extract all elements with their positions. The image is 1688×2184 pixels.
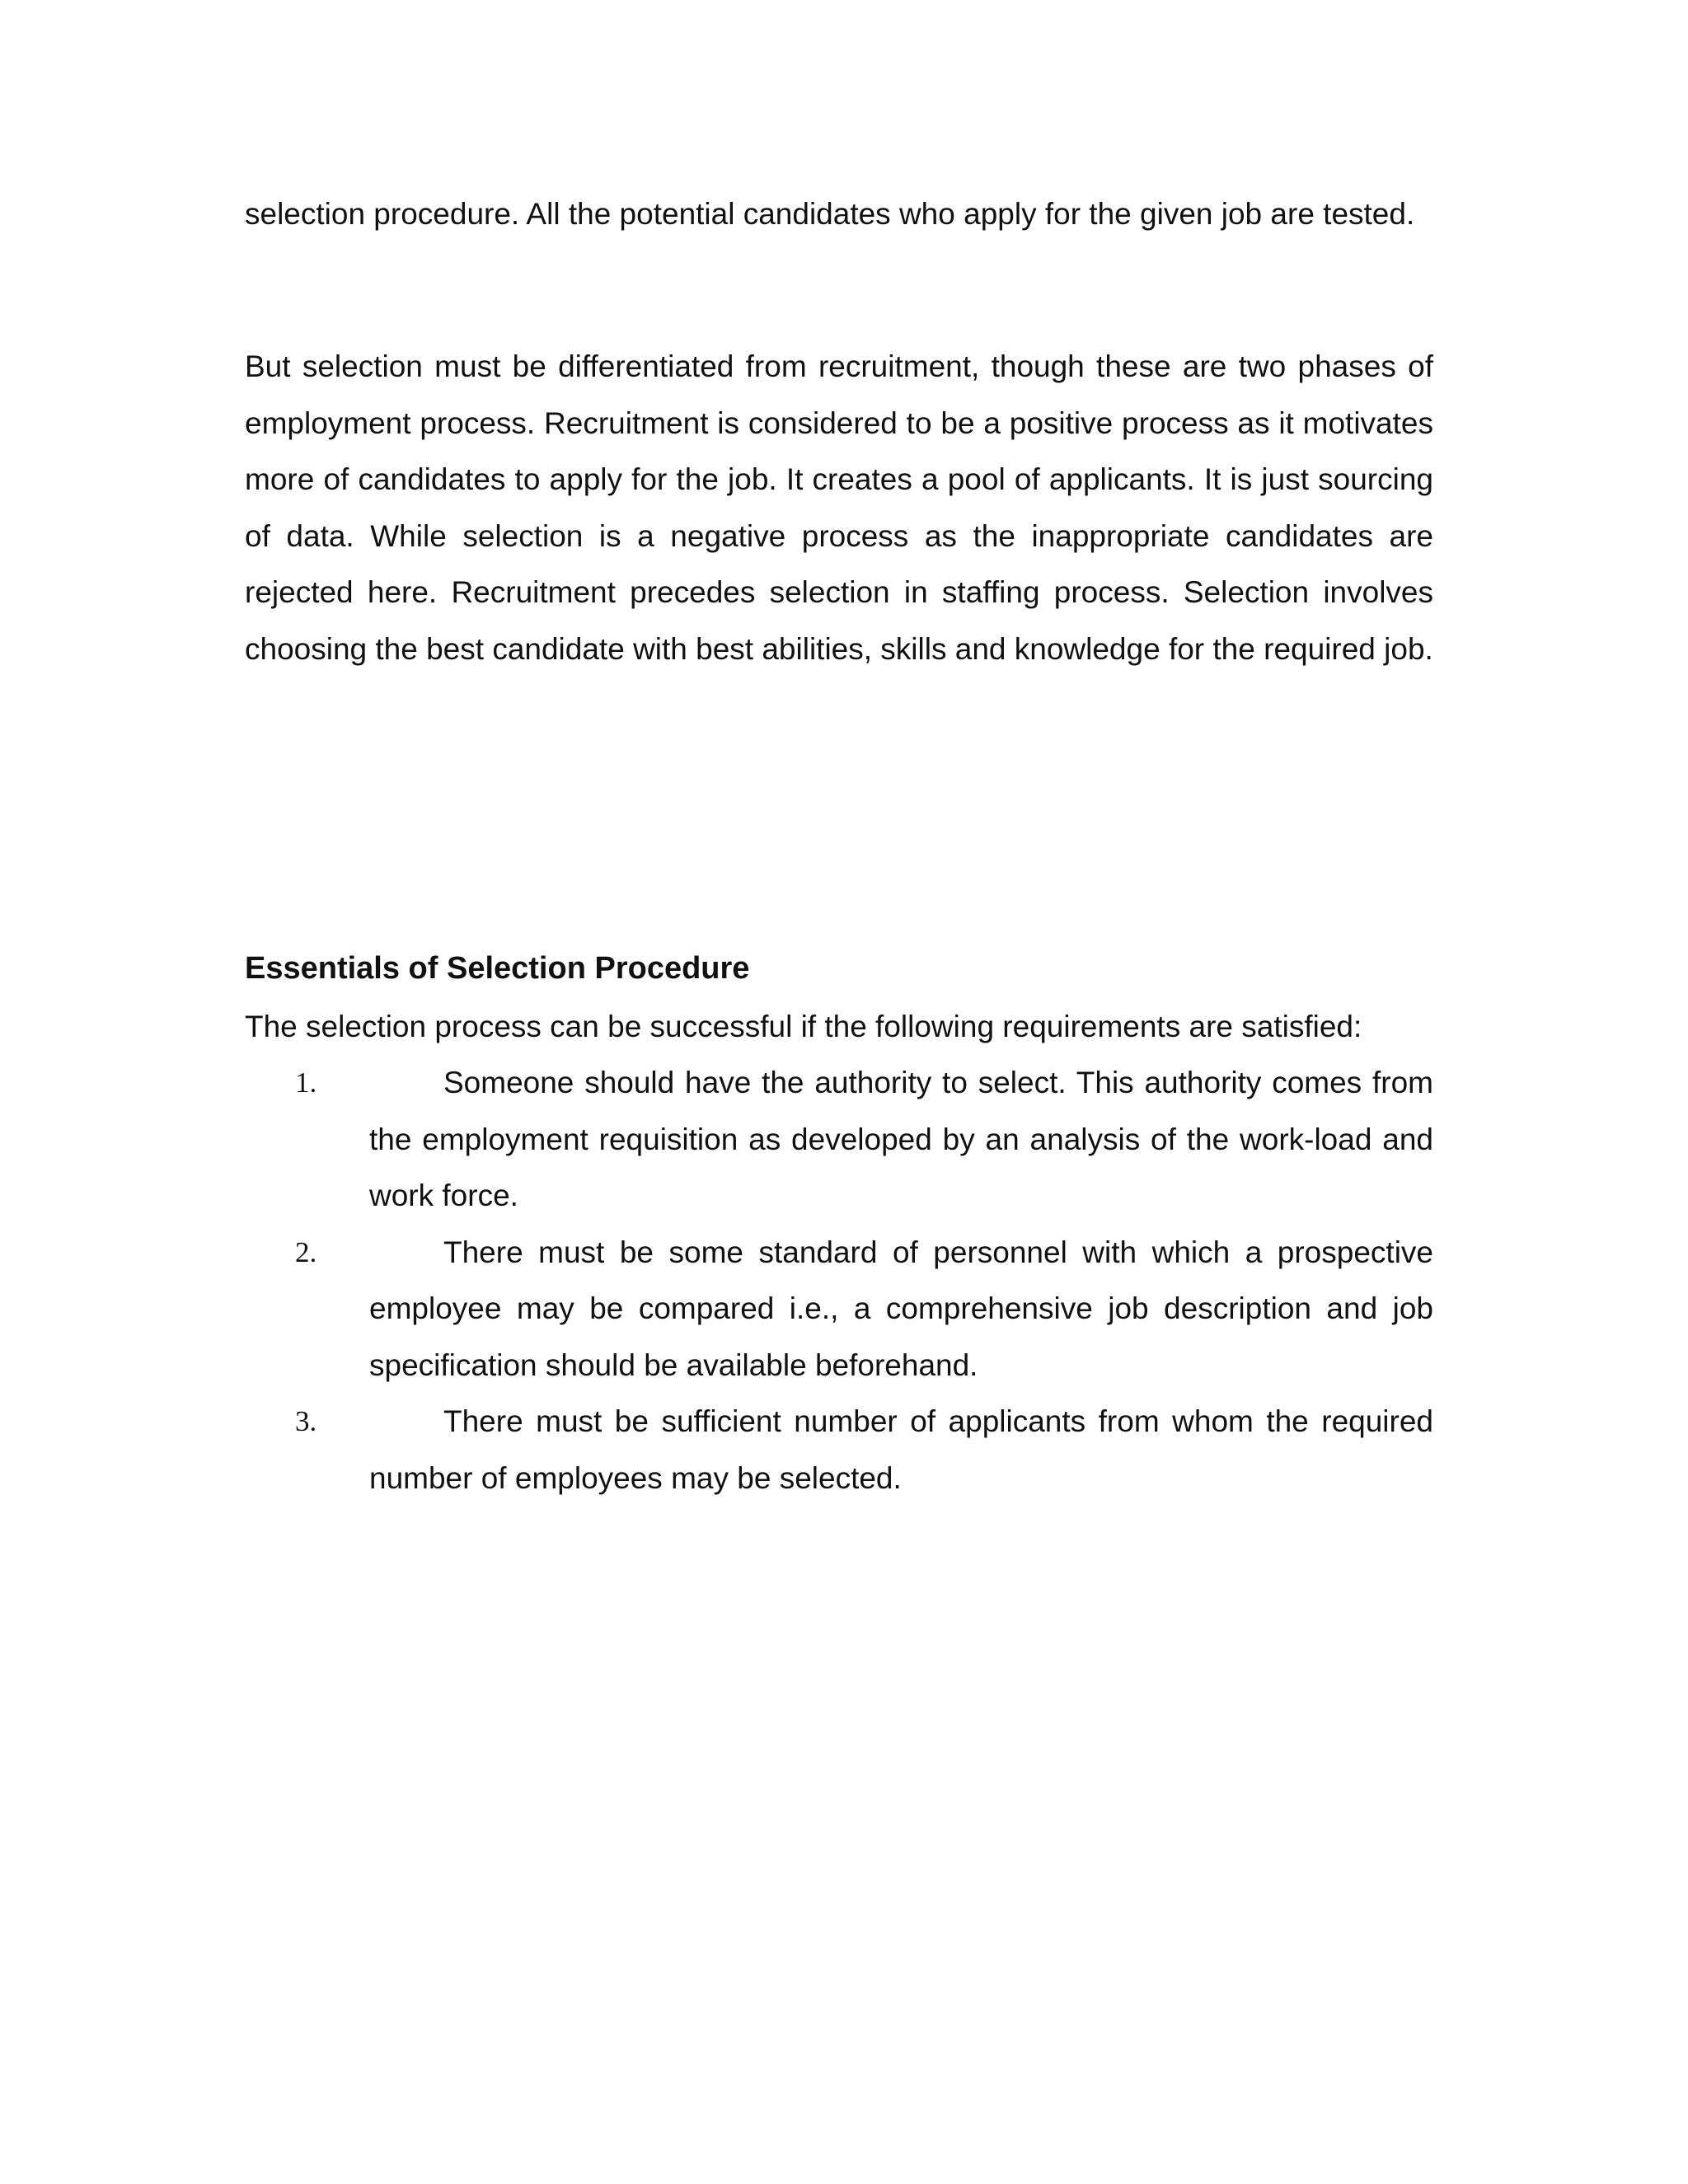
requirements-list — [295, 1055, 1433, 1507]
section-intro: The selection process can be successful if the following requirements are satisfied: — [245, 1010, 1362, 1043]
list-item-text: There must be some standard of personnel with which a prospective employee may be compared i.e., a comprehensive job description and job specification should be available beforehand. — [369, 1235, 1433, 1382]
paragraph-selection-vs-recruitment: But selection must be differentiated from recruitment, though these are two phases of employment process. Recruitment is considered to be a positive process as it motivates more of candidates to apply for the job. It creates a pool of applicants. It is just sourcing of data. While selection is a negative process as the inappropriate candidates are rejected here. Recruitment precedes selection in staffing process. Selection involves choosing the best candidate with best abilities, skills and knowledge for the required job. — [245, 349, 1433, 666]
paragraph-selection-procedure: selection procedure. All the potential candidates who apply for the given job are tested. — [245, 197, 1415, 231]
list-item — [295, 1055, 1433, 1225]
list-item-number: 2. — [295, 1235, 317, 1268]
section-heading: Essentials of Selection Procedure — [245, 951, 750, 986]
list-item-number: 1. — [295, 1066, 317, 1099]
list-item-text: There must be sufficient number of applicants from whom the required number of employees may be selected. — [369, 1404, 1433, 1495]
list-item — [295, 1394, 1433, 1507]
list-item — [295, 1225, 1433, 1394]
list-item-number: 3. — [295, 1405, 317, 1437]
list-item-text: Someone should have the authority to select. This authority comes from the employment requisition as developed by an analysis of the work-load and work force. — [369, 1066, 1433, 1212]
